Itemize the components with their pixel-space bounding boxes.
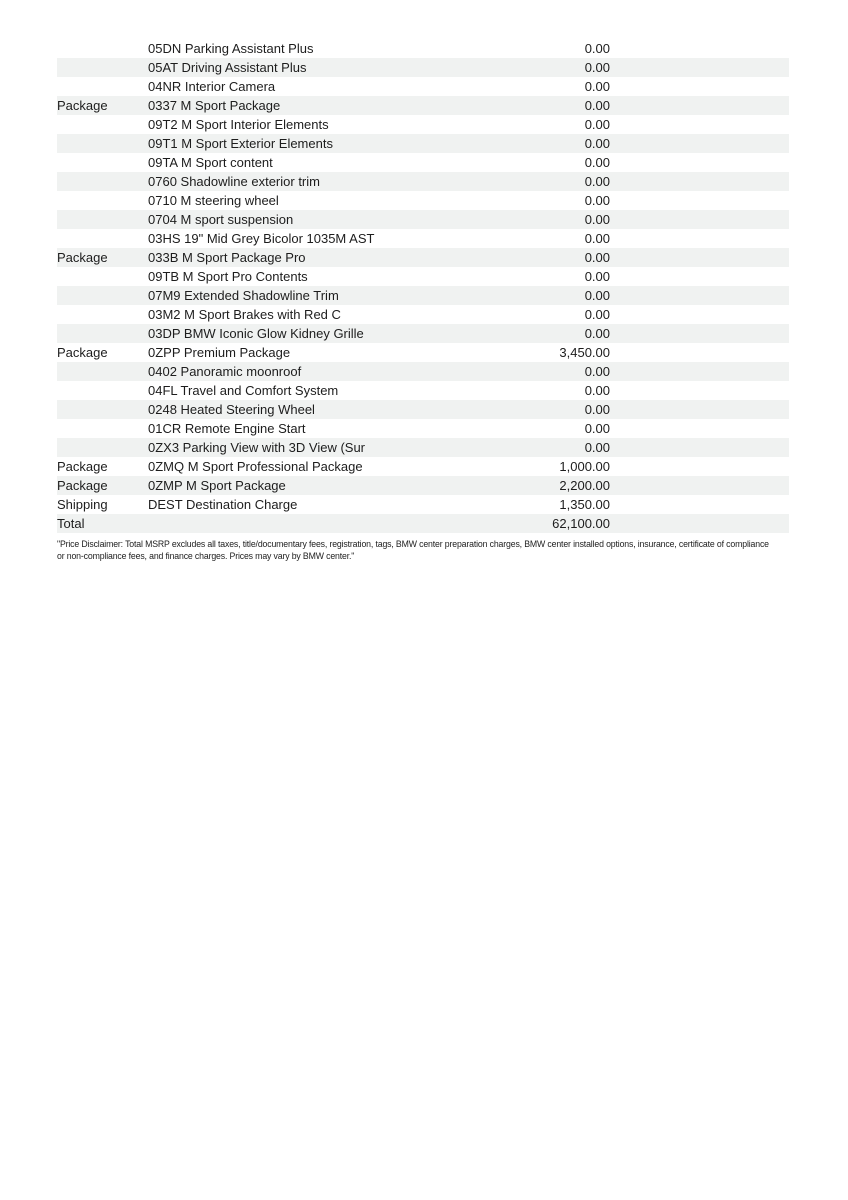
table-row xyxy=(57,153,789,172)
row-price-cell: 62,100.00 xyxy=(552,516,610,531)
row-category-cell: Package xyxy=(57,459,108,474)
table-row xyxy=(57,362,789,381)
table-row xyxy=(57,134,789,153)
table-row xyxy=(57,96,789,115)
table-row xyxy=(57,229,789,248)
table-row xyxy=(57,172,789,191)
table-row xyxy=(57,286,789,305)
row-item-cell: 09T2 M Sport Interior Elements xyxy=(148,117,329,132)
row-price-cell: 0.00 xyxy=(584,383,610,398)
row-item-cell: 0ZX3 Parking View with 3D View (Sur xyxy=(148,440,366,455)
table-row xyxy=(57,39,789,58)
row-item-cell: 0ZMP M Sport Package xyxy=(148,478,286,493)
row-price-cell: 0.00 xyxy=(584,326,610,341)
row-category-cell: Shipping xyxy=(57,497,108,512)
row-item-cell: 03M2 M Sport Brakes with Red C xyxy=(148,307,341,322)
row-price-cell: 0.00 xyxy=(584,60,610,75)
row-item-cell: 0402 Panoramic moonroof xyxy=(148,364,302,379)
row-price-cell: 0.00 xyxy=(584,41,610,56)
row-item-cell: 09TA M Sport content xyxy=(148,155,273,170)
table-row xyxy=(57,495,789,514)
row-item-cell: 0760 Shadowline exterior trim xyxy=(148,174,320,189)
table-row xyxy=(57,343,789,362)
row-item-cell: 0ZPP Premium Package xyxy=(148,345,291,360)
row-price-cell: 2,200.00 xyxy=(559,478,610,493)
row-price-cell: 0.00 xyxy=(584,117,610,132)
row-price-cell: 0.00 xyxy=(584,155,610,170)
row-price-cell: 0.00 xyxy=(584,193,610,208)
table-row xyxy=(57,419,789,438)
table-row xyxy=(57,77,789,96)
table-row xyxy=(57,115,789,134)
row-price-cell: 1,350.00 xyxy=(559,497,610,512)
row-item-cell: 04NR Interior Camera xyxy=(148,79,276,94)
row-category-cell: Package xyxy=(57,478,108,493)
row-price-cell: 3,450.00 xyxy=(559,345,610,360)
row-item-cell: 0704 M sport suspension xyxy=(148,212,294,227)
row-category-cell: Package xyxy=(57,98,108,113)
table-row xyxy=(57,438,789,457)
row-item-cell: 0ZMQ M Sport Professional Package xyxy=(148,459,363,474)
table-row xyxy=(57,58,789,77)
row-item-cell: 01CR Remote Engine Start xyxy=(148,421,306,436)
table-row xyxy=(57,514,789,533)
row-item-cell: 03HS 19" Mid Grey Bicolor 1035M AST xyxy=(148,231,375,246)
row-price-cell: 0.00 xyxy=(584,421,610,436)
row-item-cell: 03DP BMW Iconic Glow Kidney Grille xyxy=(148,326,364,341)
row-price-cell: 1,000.00 xyxy=(559,459,610,474)
row-item-cell: 04FL Travel and Comfort System xyxy=(148,383,339,398)
vehicle-options-table xyxy=(57,39,789,533)
row-price-cell: 0.00 xyxy=(584,288,610,303)
row-item-cell: 07M9 Extended Shadowline Trim xyxy=(148,288,339,303)
row-price-cell: 0.00 xyxy=(584,98,610,113)
row-category-cell: Package xyxy=(57,345,108,360)
row-category-cell: Package xyxy=(57,250,108,265)
row-item-cell: 033B M Sport Package Pro xyxy=(148,250,306,265)
table-row xyxy=(57,305,789,324)
row-price-cell: 0.00 xyxy=(584,212,610,227)
row-price-cell: 0.00 xyxy=(584,307,610,322)
table-row xyxy=(57,191,789,210)
row-price-cell: 0.00 xyxy=(584,364,610,379)
table-row xyxy=(57,267,789,286)
row-item-cell: DEST Destination Charge xyxy=(148,497,298,512)
table-row xyxy=(57,476,789,495)
row-price-cell: 0.00 xyxy=(584,402,610,417)
table-row xyxy=(57,248,789,267)
row-price-cell: 0.00 xyxy=(584,269,610,284)
row-price-cell: 0.00 xyxy=(584,136,610,151)
row-price-cell: 0.00 xyxy=(584,250,610,265)
table-row xyxy=(57,324,789,343)
table-row xyxy=(57,457,789,476)
row-item-cell: 05DN Parking Assistant Plus xyxy=(148,41,314,56)
row-price-cell: 0.00 xyxy=(584,79,610,94)
row-item-cell: 0337 M Sport Package xyxy=(148,98,281,113)
table-row xyxy=(57,381,789,400)
table-row xyxy=(57,210,789,229)
table-row xyxy=(57,400,789,419)
row-item-cell: 0710 M steering wheel xyxy=(148,193,279,208)
row-price-cell: 0.00 xyxy=(584,440,610,455)
row-price-cell: 0.00 xyxy=(584,231,610,246)
row-item-cell: 09T1 M Sport Exterior Elements xyxy=(148,136,333,151)
price-disclaimer: "Price Disclaimer: Total MSRP excludes all taxes, title/documentary fees, registration, tags, BMW center preparation charges, BMW center installed options, insurance, certificate of compliance or non-compliance fees, and finance charges. Prices may vary by BMW center." xyxy=(57,539,769,561)
row-category-cell: Total xyxy=(57,516,85,531)
row-price-cell: 0.00 xyxy=(584,174,610,189)
row-item-cell: 05AT Driving Assistant Plus xyxy=(148,60,307,75)
row-item-cell: 0248 Heated Steering Wheel xyxy=(148,402,315,417)
row-item-cell: 09TB M Sport Pro Contents xyxy=(148,269,308,284)
